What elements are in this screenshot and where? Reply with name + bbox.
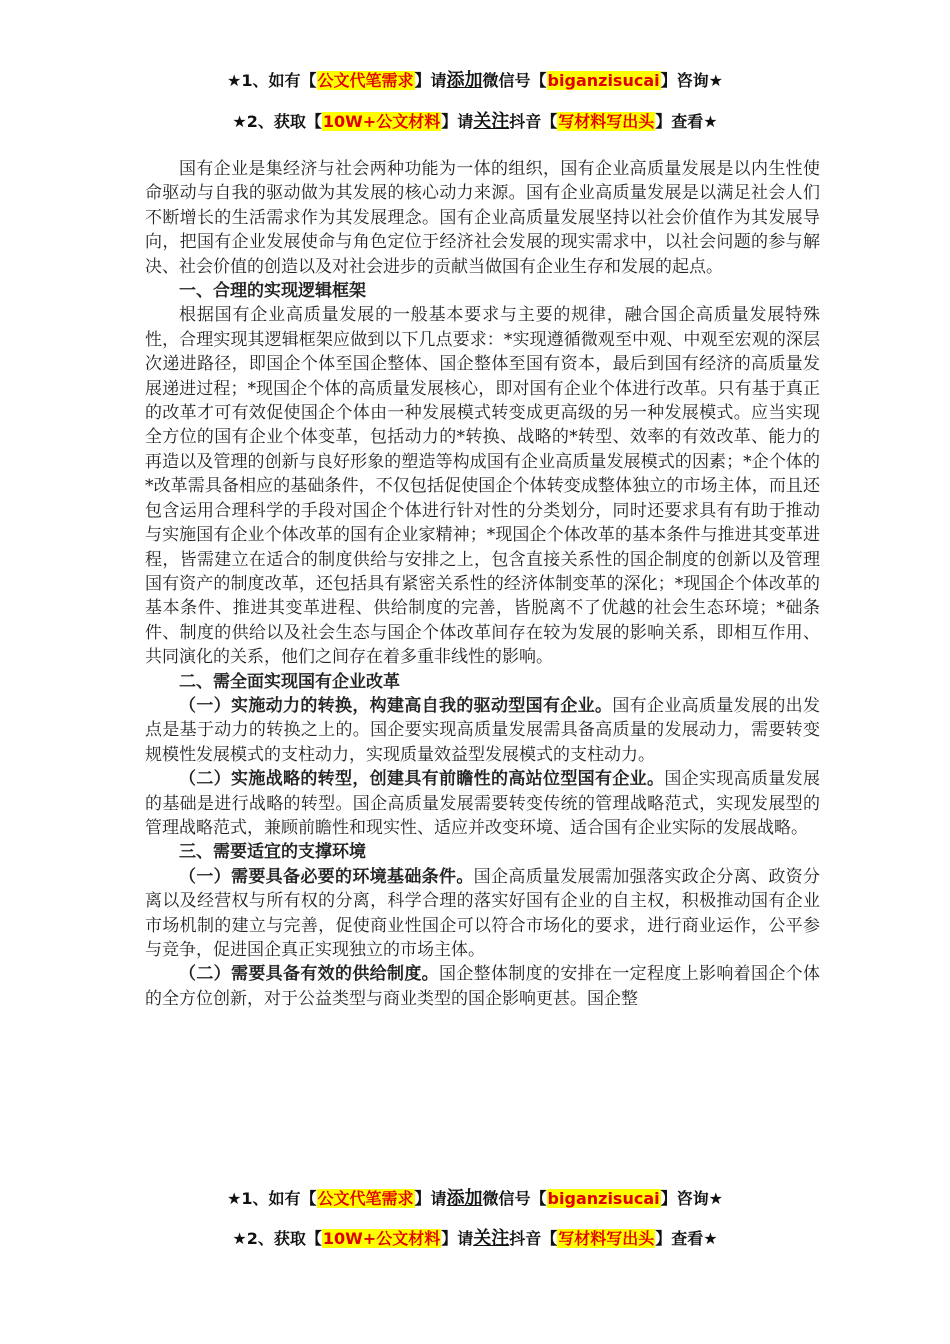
header-2-douyin: 抖音【 — [509, 112, 558, 131]
header-1-suffix: 】咨询★ — [660, 71, 723, 90]
lead-strategy-transformation: （二）实施战略的转型，创建具有前瞻性的高站位型国有企业。 — [179, 769, 665, 790]
paragraph-environment-conditions — [145, 865, 820, 963]
lead-environment-conditions: （一）需要具备必要的环境基础条件。 — [179, 866, 474, 887]
text-environment-conditions: 国企高质量发展需加强落实政企分离、政资分离以及经营权与所有权的分离，科学合理的落实好国有企业的自主权，积极推动国有企业市场机制的建立与完善，促使商业性国企可以符合市场化的要求，进行商业运作，公平参与竞争，促进国企真正实现独立的市场主体。 — [145, 866, 821, 960]
header-1-prefix: ★1、如有【 — [227, 71, 317, 90]
footer-line-2 — [0, 1228, 950, 1250]
footer-2-prefix: ★2、获取【 — [232, 1229, 322, 1248]
lead-power-conversion: （一）实施动力的转换，构建高自我的驱动型国有企业。 — [179, 695, 613, 716]
header-1-wechat-id: biganzisucai — [547, 71, 660, 90]
document-body — [145, 157, 820, 1011]
text-power-conversion: 国有企业高质量发展的出发点是基于动力的转换之上的。国企要实现高质量发展需具备高质量的发展动力，需要转变规模性发展模式的支柱动力，实现质量效益型发展模式的支柱动力。 — [145, 695, 821, 765]
header-1-add: 添加 — [446, 70, 483, 91]
header-line-1 — [0, 70, 950, 92]
footer-2-douyin: 抖音【 — [509, 1229, 558, 1248]
footer-2-please: 】请 — [441, 1229, 474, 1248]
header-1-wechat: 微信号【 — [482, 71, 547, 90]
footer-2-follow: 关注 — [473, 1228, 510, 1249]
header-2-prefix: ★2、获取【 — [232, 112, 322, 131]
footer-1-wechat: 微信号【 — [482, 1189, 547, 1208]
header-2-please: 】请 — [441, 112, 474, 131]
header-1-please: 】请 — [414, 71, 447, 90]
footer-2-suffix: 】查看★ — [655, 1229, 718, 1248]
footer-1-wechat-id: biganzisucai — [547, 1189, 660, 1208]
header-2-suffix: 】查看★ — [655, 112, 718, 131]
paragraph-supply-system — [145, 962, 820, 1011]
footer-1-prefix: ★1、如有【 — [227, 1189, 317, 1208]
section-heading-1: 一、合理的实现逻辑框架 — [179, 281, 366, 302]
footer-1-add: 添加 — [446, 1188, 483, 1209]
paragraph-intro: 国有企业是集经济与社会两种功能为一体的组织，国有企业高质量发展是以内生性使命驱动与自我的驱动做为其发展的核心动力来源。国有企业高质量发展是以满足社会人们不断增长的生活需求作为其发展理念。国有企业高质量发展坚持以社会价值作为其发展导向，把国有企业发展使命与角色定位于经济社会发展的现实需求中，以社会问题的参与解决、社会价值的创造以及对社会进步的贡献当做国有企业生存和发展的起点。 — [145, 159, 820, 277]
lead-supply-system: （二）需要具备有效的供给制度。 — [179, 964, 439, 985]
footer-2-douyin-id: 写材料写出头 — [558, 1229, 655, 1248]
paragraph-power-conversion — [145, 694, 820, 767]
section-heading-2: 二、需全面实现国有企业改革 — [179, 671, 400, 692]
footer-2-highlight-materials: 10W+公文材料 — [322, 1229, 441, 1248]
text-strategy-transformation: 国企实现高质量发展的基础是进行战略的转型。国企高质量发展需要转变传统的管理战略范式，实现发展型的管理战略范式，兼顾前瞻性和现实性、适应并改变环境、适合国有企业实际的发展战略。 — [145, 769, 821, 838]
footer-1-please: 】请 — [414, 1189, 447, 1208]
section-heading-3: 三、需要适宜的支撑环境 — [179, 842, 366, 863]
footer-1-suffix: 】咨询★ — [660, 1189, 723, 1208]
header-2-douyin-id: 写材料写出头 — [558, 112, 655, 131]
header-2-highlight-materials: 10W+公文材料 — [322, 112, 441, 131]
text-supply-system: 国企整体制度的安排在一定程度上影响着国企个体的全方位创新，对于公益类型与商业类型的国企影响更甚。国企整 — [145, 964, 820, 1009]
paragraph-logic-framework: 根据国有企业高质量发展的一般基本要求与主要的规律，融合国企高质量发展特殊性，合理实现其逻辑框架应做到以下几点要求：*实现遵循微观至中观、中观至宏观的深层次递进路径，即国企个体至国企整体、国企整体至国有资本，最后到国有经济的高质量发展递进过程；*现国企个体的高质量发展核心，即对国有企业个体进行改革。只有基于真正的改革才可有效促使国企个体由一种发展模式转变成更高级的另一种发展模式。应当实现全方位的国有企业个体变革，包括动力的*转换、战略的*转型、效率的有效改革、能力的再造以及管理的创新与良好形象的塑造等构成国有企业高质量发展模式的因素；*企个体的*改革需具备相应的基础条件，不仅包括促使国企个体转变成整体独立的市场主体，而且还包含运用合理科学的手段对国企个体进行针对性的分类划分，同时还要求具有有助于推动与实施国有企业个体改革的国有企业家精神；*现国企个体改革的基本条件与推进其变革进程，皆需建立在适合的制度供给与安排之上，包含直接关系性的国企制度的创新以及管理国有资产的制度改革，还包括具有紧密关系性的经济体制变革的深化；*现国企个体改革的基本条件、推进其变革进程、供给制度的完善，皆脱离不了优越的社会生态环境；*础条件、制度的供给以及社会生态与国企个体改革间存在较为发展的影响关系，即相互作用、共同演化的关系，他们之间存在着多重非线性的影响。 — [145, 305, 820, 668]
header-1-highlight-service: 公文代笔需求 — [317, 71, 414, 90]
header-2-follow: 关注 — [473, 111, 510, 132]
paragraph-strategy-transformation — [145, 767, 820, 840]
footer-line-1 — [0, 1188, 950, 1210]
footer-1-highlight-service: 公文代笔需求 — [317, 1189, 414, 1208]
header-line-2 — [0, 111, 950, 133]
